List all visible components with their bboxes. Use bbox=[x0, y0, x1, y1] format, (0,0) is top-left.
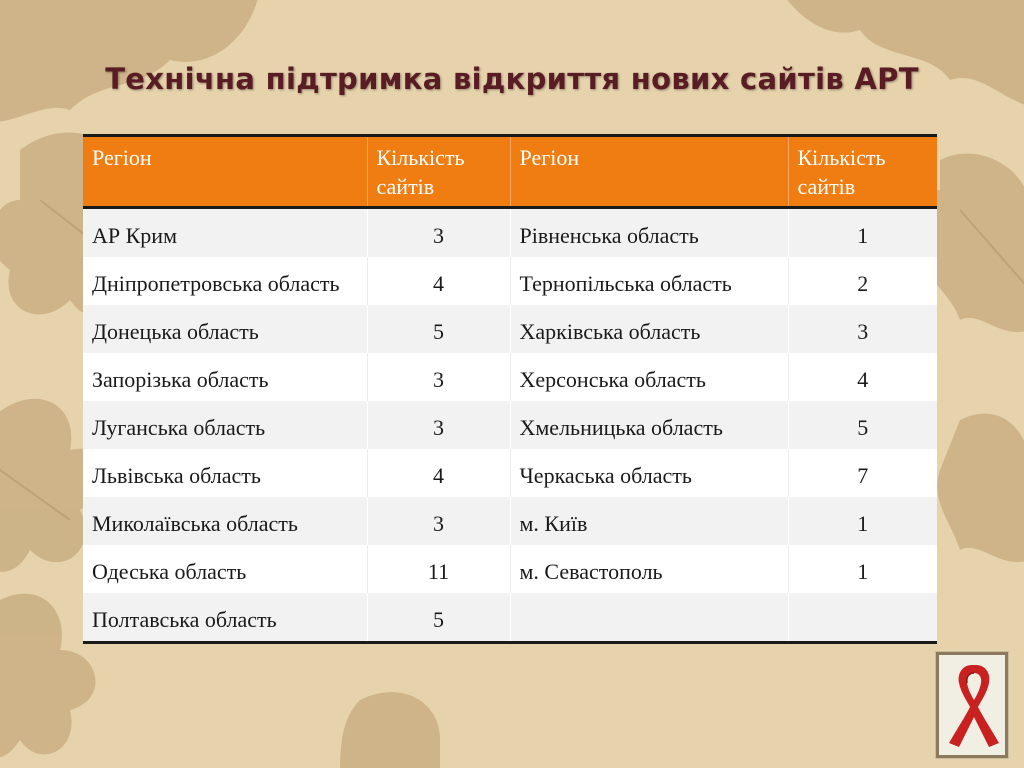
region-cell: АР Крим bbox=[83, 208, 367, 258]
table-row bbox=[83, 545, 937, 593]
count-cell: 3 bbox=[367, 353, 510, 401]
table-row bbox=[83, 593, 937, 643]
table-body bbox=[83, 208, 937, 643]
count-cell: 4 bbox=[367, 449, 510, 497]
region-cell: м. Севастополь bbox=[510, 545, 788, 593]
table-row bbox=[83, 353, 937, 401]
table-row bbox=[83, 208, 937, 258]
header-count-right: Кількість сайтів bbox=[788, 136, 937, 208]
count-cell: 5 bbox=[367, 593, 510, 643]
region-cell: Львівська область bbox=[83, 449, 367, 497]
count-cell: 3 bbox=[788, 305, 937, 353]
red-ribbon-icon bbox=[939, 655, 1005, 755]
count-cell: 7 bbox=[788, 449, 937, 497]
header-row bbox=[83, 136, 937, 208]
region-cell: Дніпропетровська область bbox=[83, 257, 367, 305]
header-region-left: Регіон bbox=[83, 136, 367, 208]
region-cell: Харківська область bbox=[510, 305, 788, 353]
count-cell: 4 bbox=[367, 257, 510, 305]
table-row bbox=[83, 497, 937, 545]
region-cell: Рівненська область bbox=[510, 208, 788, 258]
count-cell: 5 bbox=[788, 401, 937, 449]
region-cell: Черкаська область bbox=[510, 449, 788, 497]
table-row bbox=[83, 401, 937, 449]
region-cell: Миколаївська область bbox=[83, 497, 367, 545]
red-ribbon-badge bbox=[936, 652, 1008, 758]
header-region-right: Регіон bbox=[510, 136, 788, 208]
region-cell: Запорізька область bbox=[83, 353, 367, 401]
count-cell: 3 bbox=[367, 401, 510, 449]
count-cell: 3 bbox=[367, 208, 510, 258]
region-cell: Луганська область bbox=[83, 401, 367, 449]
region-cell: Херсонська область bbox=[510, 353, 788, 401]
count-cell: 1 bbox=[788, 497, 937, 545]
count-cell: 2 bbox=[788, 257, 937, 305]
table-row bbox=[83, 257, 937, 305]
table-row bbox=[83, 449, 937, 497]
region-cell: Донецька область bbox=[83, 305, 367, 353]
regions-sites-table bbox=[83, 134, 937, 644]
region-cell: Одеська область bbox=[83, 545, 367, 593]
count-cell: 5 bbox=[367, 305, 510, 353]
count-cell: 11 bbox=[367, 545, 510, 593]
count-cell bbox=[788, 593, 937, 643]
region-cell: м. Київ bbox=[510, 497, 788, 545]
table-row bbox=[83, 305, 937, 353]
count-cell: 3 bbox=[367, 497, 510, 545]
count-cell: 1 bbox=[788, 208, 937, 258]
header-count-left: Кількість сайтів bbox=[367, 136, 510, 208]
count-cell: 1 bbox=[788, 545, 937, 593]
table-header bbox=[83, 136, 937, 208]
count-cell: 4 bbox=[788, 353, 937, 401]
slide-title: Технічна підтримка відкриття нових сайтів АРТ bbox=[105, 62, 919, 96]
region-cell: Полтавська область bbox=[83, 593, 367, 643]
region-cell: Тернопільська область bbox=[510, 257, 788, 305]
region-cell bbox=[510, 593, 788, 643]
region-cell: Хмельницька область bbox=[510, 401, 788, 449]
